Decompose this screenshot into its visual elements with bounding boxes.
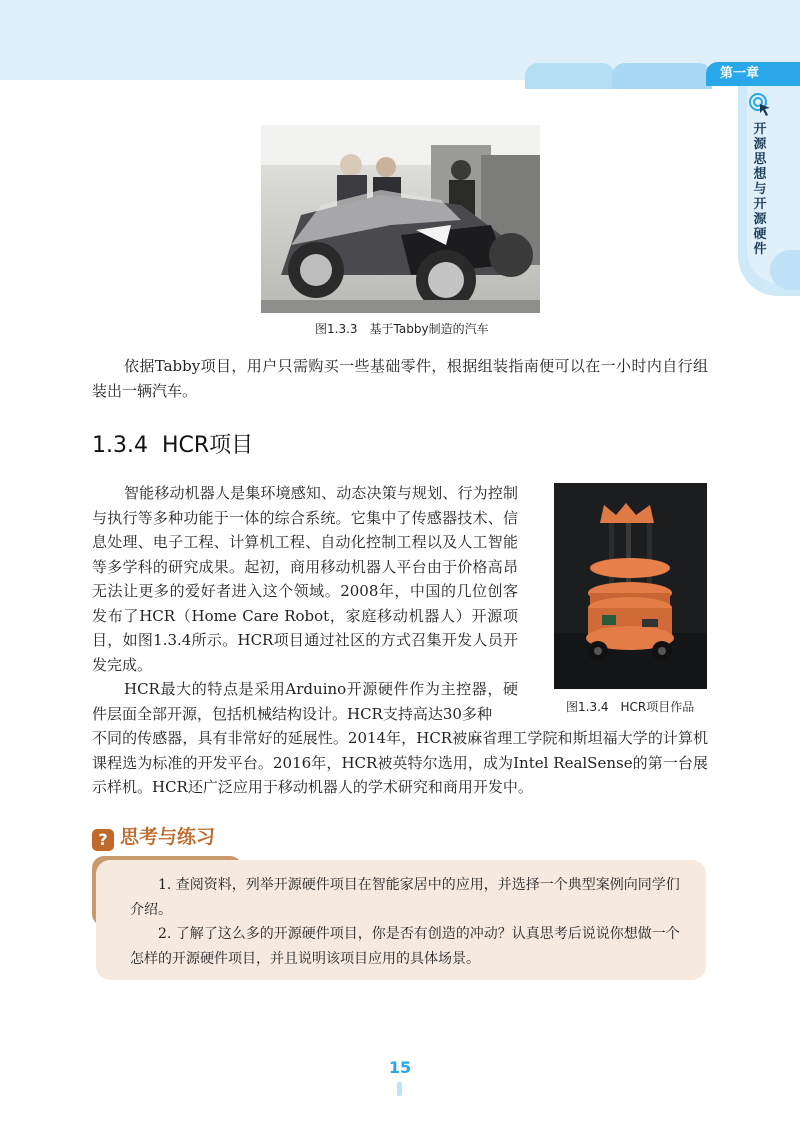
side-chapter-title: 开源思想与开源硬件 xyxy=(753,122,767,257)
exercise-title: ? 思考与练习 xyxy=(92,822,215,848)
paragraph: 依据Tabby项目，用户只需购买一些基础零件，根据组装指南便可以在一小时内自行组装出一辆汽车。 xyxy=(92,357,708,400)
question-icon: ? xyxy=(92,829,114,851)
paragraph: HCR最大的特点是采用Arduino开源硬件作为主控器，硬件层面全部开源，包括机械结构设计。HCR支持高达30多种 xyxy=(92,680,518,723)
exercise-item: 2. 了解了这么多的开源硬件项目，你是否有创造的冲动？认真思考后说说你想做一个怎样的开源硬件项目，并且说明该项目应用的具体场景。 xyxy=(130,926,680,967)
figure-caption: 图1.3.4 HCR项目作品 xyxy=(566,700,695,714)
paragraph: 智能移动机器人是集环境感知、动态决策与规划、行为控制与执行等多种功能于一体的综合系统。它集中了传感器技术、信息处理、电子工程、计算机工程、自动化控制工程以及人工智能等多学科的研究成果。起初，商用移动机器人平台由于价格高昂无法让更多的爱好者进入这个领域。2008年，中国的几位创客发布了HCR（Home Care Robot，家庭移动机器人）开源项目，如图1.3.4所示。HCR项目通过社区的方式召集开发人员开发完成。 xyxy=(92,484,518,674)
section-title: HCR项目 xyxy=(161,433,254,458)
header-tab-decoration xyxy=(525,63,615,89)
section-heading xyxy=(92,428,253,459)
cursor-click-icon xyxy=(748,92,774,118)
figure-caption: 图1.3.3 基于Tabby制造的汽车 xyxy=(315,322,489,336)
page-number: 15 xyxy=(388,1058,412,1077)
hcr-robot-photo xyxy=(554,483,707,689)
section-number: 1.3.4 xyxy=(92,433,148,458)
page-number-decoration xyxy=(397,1082,402,1096)
exercise-item: 1. 查阅资料，列举开源硬件项目在智能家居中的应用，并选择一个典型案例向同学们介绍。 xyxy=(130,877,680,918)
chapter-label: 第一章 xyxy=(706,62,800,86)
tabby-car-photo xyxy=(261,125,540,313)
paragraph: 不同的传感器，具有非常好的延展性。2014年，HCR被麻省理工学院和斯坦福大学的计算机课程选为标准的开发平台。2016年，HCR被英特尔选用，成为Intel RealSense的第一台展示样机。HCR还广泛应用于移动机器人的学术研究和商用开发中。 xyxy=(92,729,708,796)
header-tab-decoration xyxy=(612,63,712,89)
